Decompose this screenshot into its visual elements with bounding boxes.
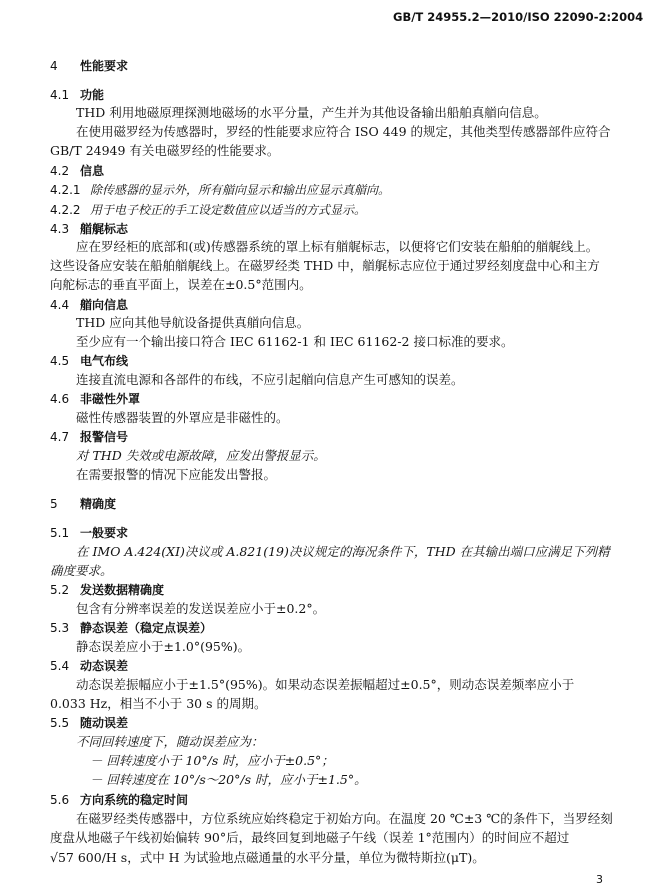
section-4-4-heading — [50, 296, 128, 314]
section-5-6-heading — [50, 791, 188, 809]
section-number: 5.1 — [50, 526, 70, 540]
section-4-5-heading — [50, 352, 128, 370]
section-title: 功能 — [80, 88, 105, 102]
paragraph-line: THD 利用地磁原理探测地磁场的水平分量，产生并为其他设备输出船舶真艏向信息。 — [76, 105, 547, 120]
section-number: 5.4 — [50, 659, 70, 673]
paragraph-line: 至少应有一个输出接口符合 IEC 61162-1 和 IEC 61162-2 接口标准的要求。 — [76, 334, 514, 349]
section-title: 性能要求 — [80, 59, 129, 73]
paragraph-line: 在 IMO A.424(XI)决议或 A.821(19)决议规定的海况条件下，THD 在其输出端口应满足下列精 — [76, 544, 610, 559]
section-number: 5.6 — [50, 793, 70, 807]
section-title: 艏向信息 — [80, 298, 129, 312]
section-number: 4.2 — [50, 164, 70, 178]
section-title: 发送数据精确度 — [80, 583, 165, 597]
page-number: 3 — [596, 873, 603, 886]
section-5-1-heading — [50, 524, 128, 542]
paragraph-line: 在需要报警的情况下应能发出警报。 — [76, 467, 277, 482]
paragraph-line: 动态误差振幅应小于±1.5°(95%)。如果动态误差振幅超过±0.5°，则动态误差频率应小于 — [76, 677, 575, 692]
section-number: 4.1 — [50, 88, 70, 102]
section-number: 4.4 — [50, 298, 70, 312]
section-5-5-heading — [50, 714, 128, 732]
paragraph-line: 磁性传感器装置的外罩应是非磁性的。 — [76, 410, 289, 425]
section-number: 4.7 — [50, 430, 70, 444]
section-title: 艏艉标志 — [80, 222, 129, 236]
section-4-3-heading — [50, 220, 128, 238]
paragraph-line: 向舵标志的垂直平面上，误差在±0.5°范围内。 — [50, 277, 312, 292]
clause-text: 用于电子校正的手工设定数值应以适当的方式显示。 — [90, 203, 367, 217]
paragraph-line: THD 应向其他导航设备提供真艏向信息。 — [76, 315, 310, 330]
section-number: 4.3 — [50, 222, 70, 236]
paragraph-line: 这些设备应安装在船舶艏艉线上。在磁罗经类 THD 中，艏艉标志应位于通过罗经刻度盘中心和主方 — [50, 258, 600, 273]
paragraph-line: 连接直流电源和各部件的布线，不应引起艏向信息产生可感知的误差。 — [76, 372, 464, 387]
section-4-6-heading — [50, 390, 140, 408]
paragraph-line: 在使用磁罗经为传感器时，罗经的性能要求应符合 ISO 449 的规定，其他类型传感器部件应符合 — [76, 124, 611, 139]
section-title: 静态误差（稳定点误差） — [80, 621, 213, 635]
section-number: 5.5 — [50, 716, 70, 730]
paragraph-line: 0.033 Hz，相当不小于 30 s 的周期。 — [50, 696, 267, 711]
section-5-2-heading — [50, 581, 164, 599]
section-number: 5 — [50, 497, 58, 511]
list-item: － 回转速度在 10°/s～20°/s 时，应小于±1.5°。 — [90, 772, 367, 787]
section-title: 非磁性外罩 — [80, 392, 141, 406]
section-title: 信息 — [80, 164, 105, 178]
section-5-3-heading — [50, 619, 212, 637]
section-4-2-heading — [50, 162, 104, 180]
section-number: 4 — [50, 59, 58, 73]
formula-line: √57 600/H s，式中 H 为试验地点磁通量的水平分量，单位为微特斯拉(μT)。 — [50, 850, 485, 865]
section-title: 电气布线 — [80, 354, 129, 368]
page-header: GB/T 24955.2—2010/ISO 22090-2:2004 — [393, 10, 644, 24]
section-number: 5.2 — [50, 583, 70, 597]
paragraph-line: 度盘从地磁子午线初始偏转 90°后，最终回复到地磁子午线（误差 1°范围内）的时间应不超过 — [50, 830, 570, 845]
section-title: 方向系统的稳定时间 — [80, 793, 189, 807]
clause-number: 4.2.1 — [50, 183, 81, 197]
section-4-heading — [50, 57, 128, 75]
section-title: 一般要求 — [80, 526, 129, 540]
paragraph-line: 确度要求。 — [50, 563, 113, 578]
section-title: 精确度 — [80, 497, 117, 511]
paragraph-line: 在磁罗经类传感器中，方位系统应始终稳定于初始方向。在温度 20 ℃±3 ℃的条件下，当罗经刻 — [76, 811, 613, 826]
paragraph-line: 应在罗经柜的底部和(或)传感器系统的罩上标有艏艉标志，以便将它们安装在船舶的艏艉线上。 — [76, 239, 599, 254]
section-number: 4.5 — [50, 354, 70, 368]
paragraph-line: 包含有分辨率误差的发送误差应小于±0.2°。 — [76, 601, 326, 616]
clause-number: 4.2.2 — [50, 203, 81, 217]
paragraph-line: 对 THD 失效或电源故障，应发出警报显示。 — [76, 448, 326, 463]
list-item: － 回转速度小于 10°/s 时，应小于±0.5°； — [90, 753, 334, 768]
paragraph-line: 静态误差应小于±1.0°(95%)。 — [76, 639, 251, 654]
paragraph-line: GB/T 24949 有关电磁罗经的性能要求。 — [50, 143, 280, 158]
section-4-7-heading — [50, 428, 128, 446]
section-4-1-heading — [50, 86, 104, 104]
section-5-4-heading — [50, 657, 128, 675]
clause-4-2-1 — [50, 181, 390, 199]
section-5-heading — [50, 495, 116, 513]
clause-text: 除传感器的显示外，所有艏向显示和输出应显示真艏向。 — [90, 183, 391, 197]
paragraph-line: 不同回转速度下，随动误差应为： — [76, 734, 264, 749]
section-title: 报警信号 — [80, 430, 129, 444]
clause-4-2-2 — [50, 201, 366, 219]
section-number: 4.6 — [50, 392, 70, 406]
section-number: 5.3 — [50, 621, 70, 635]
section-title: 随动误差 — [80, 716, 129, 730]
section-title: 动态误差 — [80, 659, 129, 673]
